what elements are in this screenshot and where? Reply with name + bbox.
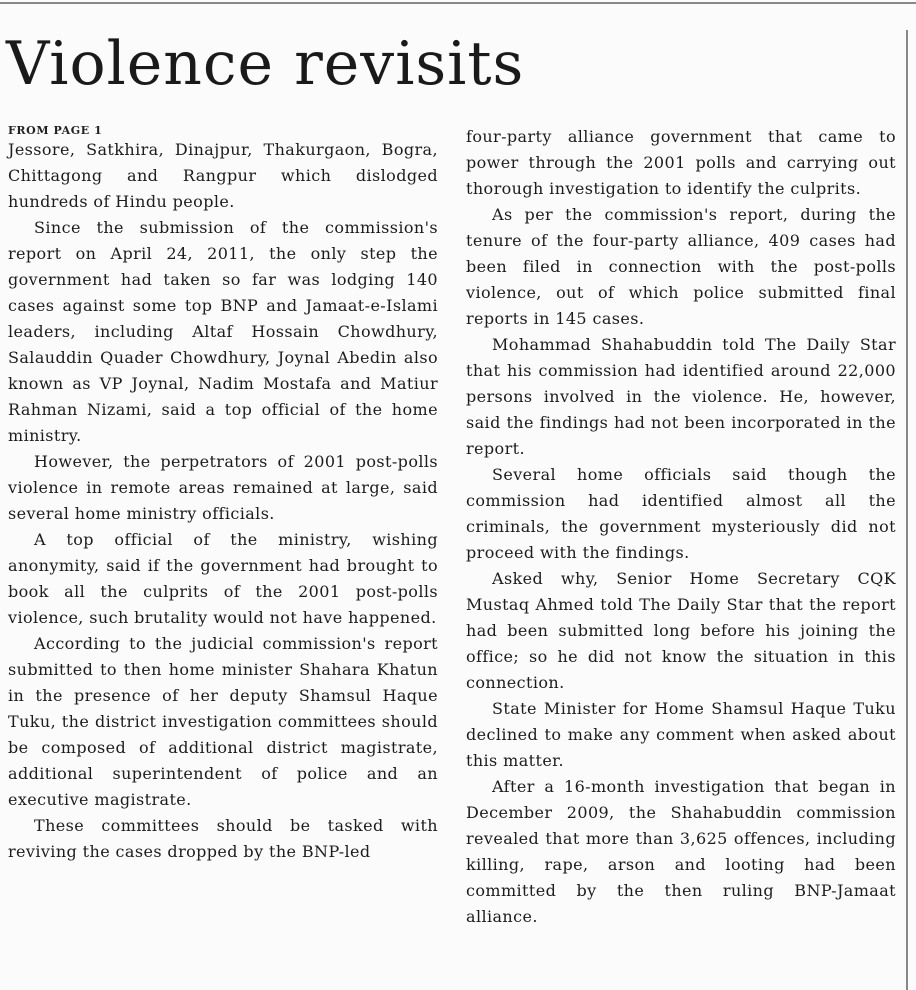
dateline: FROM PAGE 1 [8, 124, 103, 137]
right-column [466, 124, 896, 930]
paragraph: Since the submission of the commission's report on April 24, 2011, the only step the government had taken so far was lodging 140 cases against some top BNP and Jamaat-e-Islami leaders, including Altaf Hossain Chowdhury, Salauddin Quader Chowdhury, Joynal Abedin also known as VP Joynal, Nadim Mostafa and Matiur Rahman Nizami, said a top official of the home ministry. [8, 218, 438, 445]
paragraph: A top official of the ministry, wishing anonymity, said if the government had brought to book all the culprits of the 2001 post-polls violence, such brutality would not have happened. [8, 530, 438, 627]
paragraph: After a 16-month investigation that began in December 2009, the Shahabuddin commission revealed that more than 3,625 offences, including killing, rape, arson and looting had been committed by the then ruling BNP-Jamaat alliance. [466, 777, 896, 926]
column-rule [906, 30, 908, 990]
paragraph: Asked why, Senior Home Secretary CQK Mustaq Ahmed told The Daily Star that the report had been submitted long before his joining the office; so he did not know the situation in this connection. [466, 569, 896, 692]
paragraph: State Minister for Home Shamsul Haque Tuku declined to make any comment when asked about this matter. [466, 699, 896, 770]
paragraph: four-party alliance government that came to power through the 2001 polls and carrying out thorough investigation to identify the culprits. [466, 127, 896, 198]
paragraph: However, the perpetrators of 2001 post-polls violence in remote areas remained at large, said several home ministry officials. [8, 452, 438, 523]
paragraph: According to the judicial commission's report submitted to then home minister Shahara Khatun in the presence of her deputy Shamsul Haque Tuku, the district investigation committees should be composed of additional district magistrate, additional superintendent of police and an executive magistrate. [8, 634, 438, 809]
paragraph: Mohammad Shahabuddin told The Daily Star that his commission had identified around 22,000 persons involved in the violence. He, however, said the findings had not been incorporated in the report. [466, 335, 896, 458]
top-rule [0, 2, 916, 4]
paragraph: These committees should be tasked with reviving the cases dropped by the BNP-led [8, 816, 438, 861]
headline: Violence revisits [6, 29, 525, 99]
paragraph: As per the commission's report, during the tenure of the four-party alliance, 409 cases had been filed in connection with the post-polls violence, out of which police submitted final reports in 145 cases. [466, 205, 896, 328]
paragraph: Several home officials said though the commission had identified almost all the criminals, the government mysteriously did not proceed with the findings. [466, 465, 896, 562]
paragraph: Jessore, Satkhira, Dinajpur, Thakurgaon, Bogra, Chittagong and Rangpur which dislodged hundreds of Hindu people. [8, 140, 438, 211]
left-column [8, 125, 438, 865]
